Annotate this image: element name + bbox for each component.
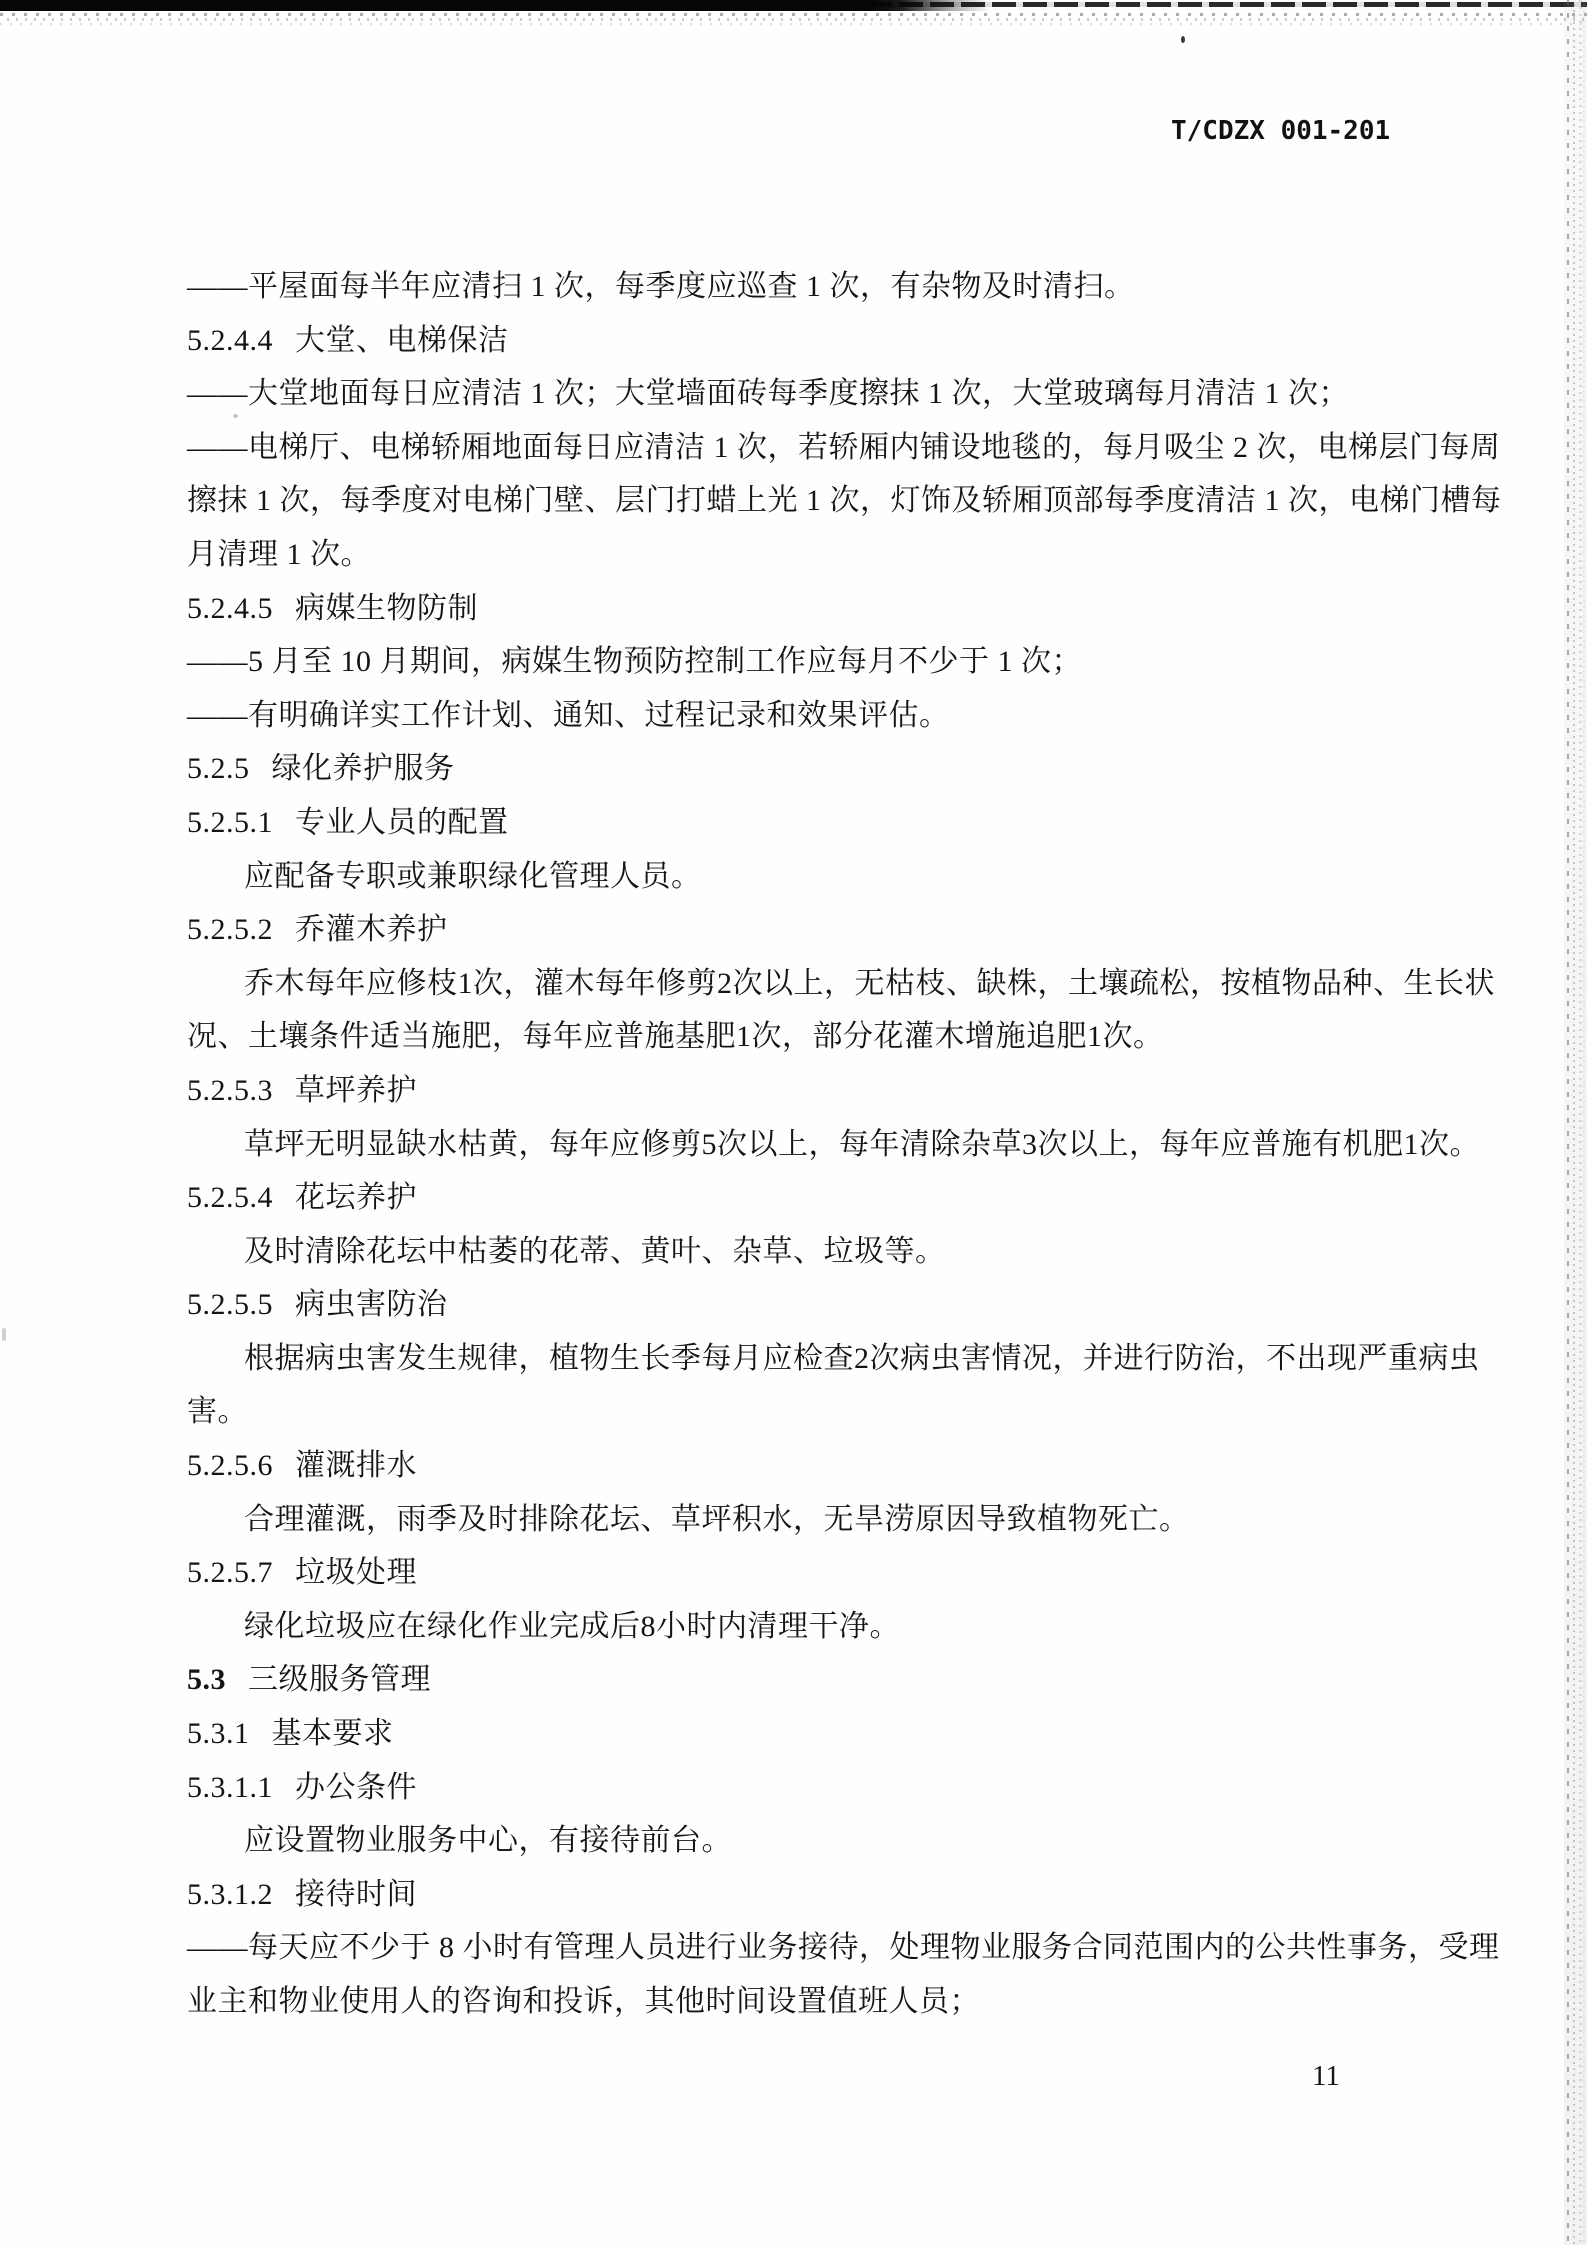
text-line: 应设置物业服务中心，有接待前台。 [244, 1824, 732, 1858]
scan-artifact-right-edge [1560, 0, 1587, 2245]
clause-title: 办公条件 [295, 1770, 417, 1804]
document-body [187, 260, 1502, 2029]
clause-heading [187, 796, 1462, 850]
clause-number: 5.3.1.2 [187, 1877, 273, 1911]
clause-title: 乔灌木养护 [295, 913, 448, 947]
text-line: 业主和物业使用人的咨询和投诉，其他时间设置值班人员； [187, 1985, 980, 2018]
clause-title: 绿化养护服务 [271, 752, 455, 786]
text-line: 绿化垃圾应在绿化作业完成后8小时内清理干净。 [244, 1609, 900, 1643]
clause-number: 5.2.5.4 [187, 1181, 273, 1215]
clause-title: 草坪养护 [295, 1073, 417, 1107]
standard-document-code: T/CDZX 001-201 [1171, 116, 1391, 146]
clause-heading [187, 314, 1462, 368]
clause-number: 5.2.5.2 [187, 913, 273, 947]
text-line: 草坪无明显缺水枯黄，每年应修剪5次以上，每年清除杂草3次以上，每年应普施有机肥1次。 [244, 1127, 1480, 1161]
text-line: ——大堂地面每日应清洁 1 次；大堂墙面砖每季度擦抹 1 次，大堂玻璃每月清洁 1 次； [187, 377, 1349, 411]
clause-number: 5.2.5.3 [187, 1073, 273, 1107]
clause-number: 5.2.4.5 [187, 591, 273, 625]
text-line: 况、土壤条件适当施肥，每年应普施基肥1次，部分花灌木增施追肥1次。 [187, 1020, 1164, 1054]
text-line: 乔木每年应修枝1次，灌木每年修剪2次以上，无枯枝、缺株，土壤疏松，按植物品种、生长状 [244, 966, 1495, 1000]
clause-heading [187, 1653, 1462, 1707]
clause-heading [187, 1546, 1462, 1600]
clause-title: 基本要求 [271, 1717, 394, 1751]
text-line: 合理灌溉，雨季及时排除花坛、草坪积水，无旱涝原因导致植物死亡。 [244, 1502, 1190, 1536]
page-number: 11 [1312, 2060, 1340, 2092]
clause-title: 大堂、电梯保洁 [295, 323, 509, 357]
clause-heading [187, 1439, 1462, 1493]
text-line: 应配备专职或兼职绿化管理人员。 [244, 859, 702, 893]
clause-title: 病媒生物防制 [295, 591, 478, 625]
clause-number: 5.3 [187, 1663, 226, 1697]
clause-heading [187, 582, 1462, 636]
clause-number: 5.2.5.7 [187, 1556, 273, 1590]
clause-title: 花坛养护 [295, 1181, 417, 1215]
text-line: 根据病虫害发生规律，植物生长季每月应检查2次病虫害情况，并进行防治，不出现严重病虫 [244, 1341, 1480, 1375]
clause-heading [187, 1171, 1462, 1225]
clause-heading [187, 903, 1462, 957]
scan-speck [2, 1328, 6, 1341]
text-line: 月清理 1 次。 [187, 537, 371, 571]
clause-number: 5.2.5.6 [187, 1449, 273, 1483]
clause-title: 灌溉排水 [295, 1449, 417, 1483]
clause-number: 5.3.1 [187, 1717, 250, 1751]
scan-artifact-top-edge [0, 0, 1587, 30]
text-line: 害。 [187, 1395, 248, 1429]
text-line: 擦抹 1 次，每季度对电梯门壁、层门打蜡上光 1 次，灯饰及轿厢顶部每季度清洁 1 次，电梯门槽每 [187, 484, 1502, 518]
clause-heading [187, 1868, 1462, 1922]
clause-title: 垃圾处理 [295, 1556, 417, 1590]
clause-title: 病虫害防治 [295, 1288, 448, 1322]
clause-title: 专业人员的配置 [295, 805, 509, 839]
clause-number: 5.2.5.1 [187, 805, 273, 839]
scan-speck [1181, 36, 1185, 43]
clause-heading [187, 1761, 1462, 1815]
text-line: ——平屋面每半年应清扫 1 次，每季度应巡查 1 次，有杂物及时清扫。 [187, 270, 1135, 303]
clause-number: 5.2.5 [187, 752, 250, 786]
clause-number: 5.2.4.4 [187, 323, 273, 357]
text-line: 及时清除花坛中枯萎的花蒂、黄叶、杂草、垃圾等。 [244, 1234, 946, 1268]
clause-heading [187, 1707, 1462, 1761]
clause-number: 5.3.1.1 [187, 1770, 273, 1804]
clause-title: 三级服务管理 [248, 1663, 431, 1697]
text-line: ——每天应不少于 8 小时有管理人员进行业务接待，处理物业服务合同范围内的公共性事务，受理 [187, 1931, 1500, 1965]
clause-number: 5.2.5.5 [187, 1288, 273, 1322]
text-line: ——电梯厅、电梯轿厢地面每日应清洁 1 次，若轿厢内铺设地毯的，每月吸尘 2 次，电梯层门每周 [187, 430, 1501, 464]
clause-heading [187, 742, 1462, 796]
clause-heading [187, 1278, 1462, 1332]
text-line: ——5 月至 10 月期间，病媒生物预防控制工作应每月不少于 1 次； [187, 645, 1082, 679]
text-line: ——有明确详实工作计划、通知、过程记录和效果评估。 [187, 698, 950, 732]
clause-heading [187, 1064, 1462, 1118]
clause-title: 接待时间 [295, 1877, 417, 1911]
